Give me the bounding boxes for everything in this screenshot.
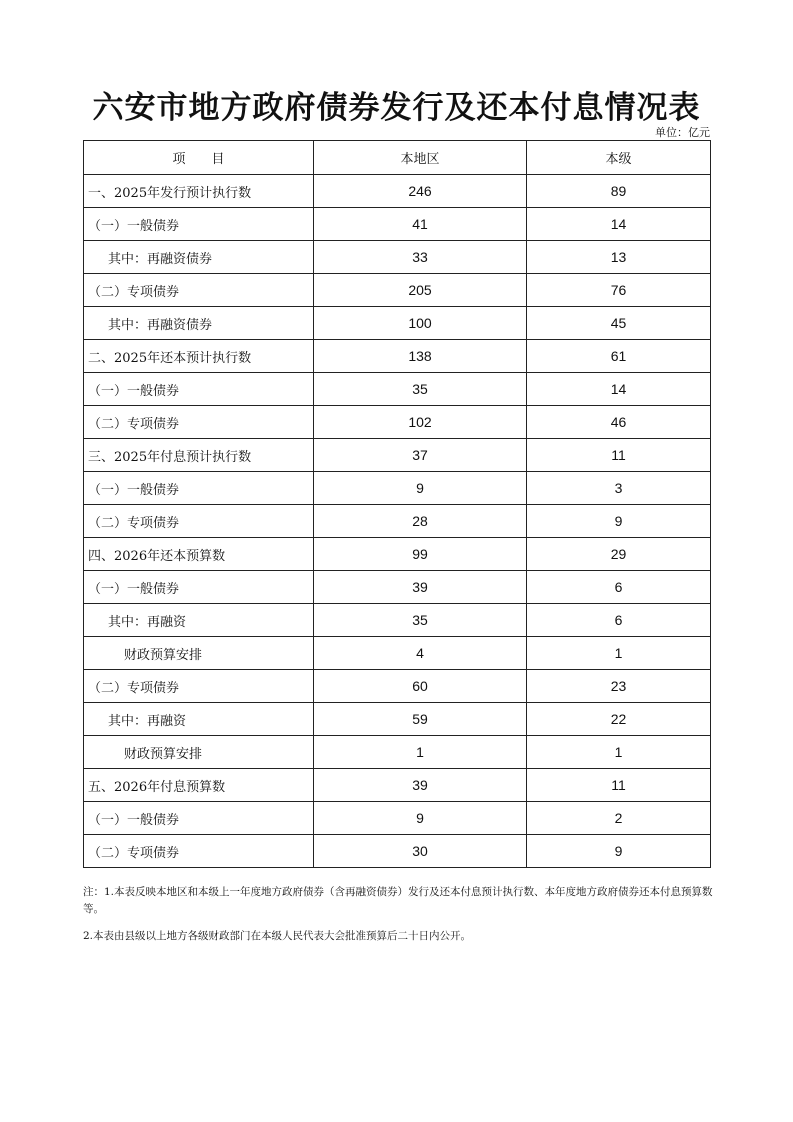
table-row [84, 307, 711, 340]
row-label: 五、2026年付息预算数 [84, 769, 314, 802]
row-level-value: 6 [527, 571, 711, 604]
row-level-value: 29 [527, 538, 711, 571]
note-1: 注：1.本表反映本地区和本级上一年度地方政府债券（含再融资债券）发行及还本付息预计执行数、本年度地方政府债券还本付息预算数等。 [83, 886, 713, 915]
row-local-value: 9 [314, 802, 527, 835]
table-row [84, 439, 711, 472]
row-label: 财政预算安排 [84, 637, 314, 670]
note-2: 2.本表由县级以上地方各级财政部门在本级人民代表大会批准预算后二十日内公开。 [83, 930, 472, 942]
row-level-value: 14 [527, 208, 711, 241]
row-level-value: 3 [527, 472, 711, 505]
row-local-value: 246 [314, 175, 527, 208]
table-row [84, 670, 711, 703]
row-label: 其中：再融资 [84, 703, 314, 736]
row-local-value: 99 [314, 538, 527, 571]
row-local-value: 33 [314, 241, 527, 274]
row-level-value: 1 [527, 637, 711, 670]
row-label: （二）专项债券 [84, 406, 314, 439]
table-header-row [84, 141, 711, 175]
table-row [84, 604, 711, 637]
row-label: 其中：再融资 [84, 604, 314, 637]
table-row [84, 373, 711, 406]
row-local-value: 35 [314, 604, 527, 637]
row-level-value: 45 [527, 307, 711, 340]
table-row [84, 835, 711, 868]
row-label: （二）专项债券 [84, 505, 314, 538]
row-local-value: 60 [314, 670, 527, 703]
row-label: （一）一般债券 [84, 571, 314, 604]
debt-table [83, 140, 711, 868]
table-row [84, 802, 711, 835]
row-level-value: 1 [527, 736, 711, 769]
row-level-value: 11 [527, 769, 711, 802]
table-row [84, 340, 711, 373]
row-local-value: 100 [314, 307, 527, 340]
row-level-value: 13 [527, 241, 711, 274]
row-label: （一）一般债券 [84, 208, 314, 241]
header-local: 本地区 [314, 141, 527, 175]
row-label: （一）一般债券 [84, 472, 314, 505]
row-level-value: 89 [527, 175, 711, 208]
row-label: 其中：再融资债券 [84, 307, 314, 340]
row-local-value: 30 [314, 835, 527, 868]
row-local-value: 28 [314, 505, 527, 538]
row-label: （二）专项债券 [84, 835, 314, 868]
table-row [84, 505, 711, 538]
row-label: 二、2025年还本预计执行数 [84, 340, 314, 373]
row-level-value: 22 [527, 703, 711, 736]
row-local-value: 102 [314, 406, 527, 439]
table-row [84, 406, 711, 439]
page-title: 六安市地方政府债券发行及还本付息情况表 [92, 90, 701, 126]
table-row [84, 637, 711, 670]
table-row [84, 769, 711, 802]
table-row [84, 241, 711, 274]
row-level-value: 6 [527, 604, 711, 637]
row-local-value: 37 [314, 439, 527, 472]
row-local-value: 9 [314, 472, 527, 505]
row-local-value: 39 [314, 769, 527, 802]
notes-section [83, 884, 713, 945]
row-level-value: 61 [527, 340, 711, 373]
row-local-value: 138 [314, 340, 527, 373]
header-item: 项 目 [84, 141, 314, 175]
table-row [84, 736, 711, 769]
table-row [84, 274, 711, 307]
row-level-value: 76 [527, 274, 711, 307]
row-local-value: 35 [314, 373, 527, 406]
table-row [84, 175, 711, 208]
row-local-value: 205 [314, 274, 527, 307]
row-label: （二）专项债券 [84, 274, 314, 307]
row-local-value: 1 [314, 736, 527, 769]
row-level-value: 46 [527, 406, 711, 439]
row-label: （一）一般债券 [84, 802, 314, 835]
row-label: （二）专项债券 [84, 670, 314, 703]
row-level-value: 14 [527, 373, 711, 406]
table-row [84, 571, 711, 604]
row-level-value: 2 [527, 802, 711, 835]
table-row [84, 538, 711, 571]
table-row [84, 472, 711, 505]
unit-label: 单位：亿元 [655, 126, 710, 139]
row-label: 一、2025年发行预计执行数 [84, 175, 314, 208]
table-row [84, 208, 711, 241]
row-label: 财政预算安排 [84, 736, 314, 769]
row-label: 其中：再融资债券 [84, 241, 314, 274]
row-label: 三、2025年付息预计执行数 [84, 439, 314, 472]
row-local-value: 41 [314, 208, 527, 241]
row-level-value: 9 [527, 505, 711, 538]
row-label: 四、2026年还本预算数 [84, 538, 314, 571]
row-local-value: 39 [314, 571, 527, 604]
row-level-value: 9 [527, 835, 711, 868]
row-local-value: 59 [314, 703, 527, 736]
row-local-value: 4 [314, 637, 527, 670]
row-level-value: 23 [527, 670, 711, 703]
table-row [84, 703, 711, 736]
row-level-value: 11 [527, 439, 711, 472]
row-label: （一）一般债券 [84, 373, 314, 406]
header-level: 本级 [527, 141, 711, 175]
